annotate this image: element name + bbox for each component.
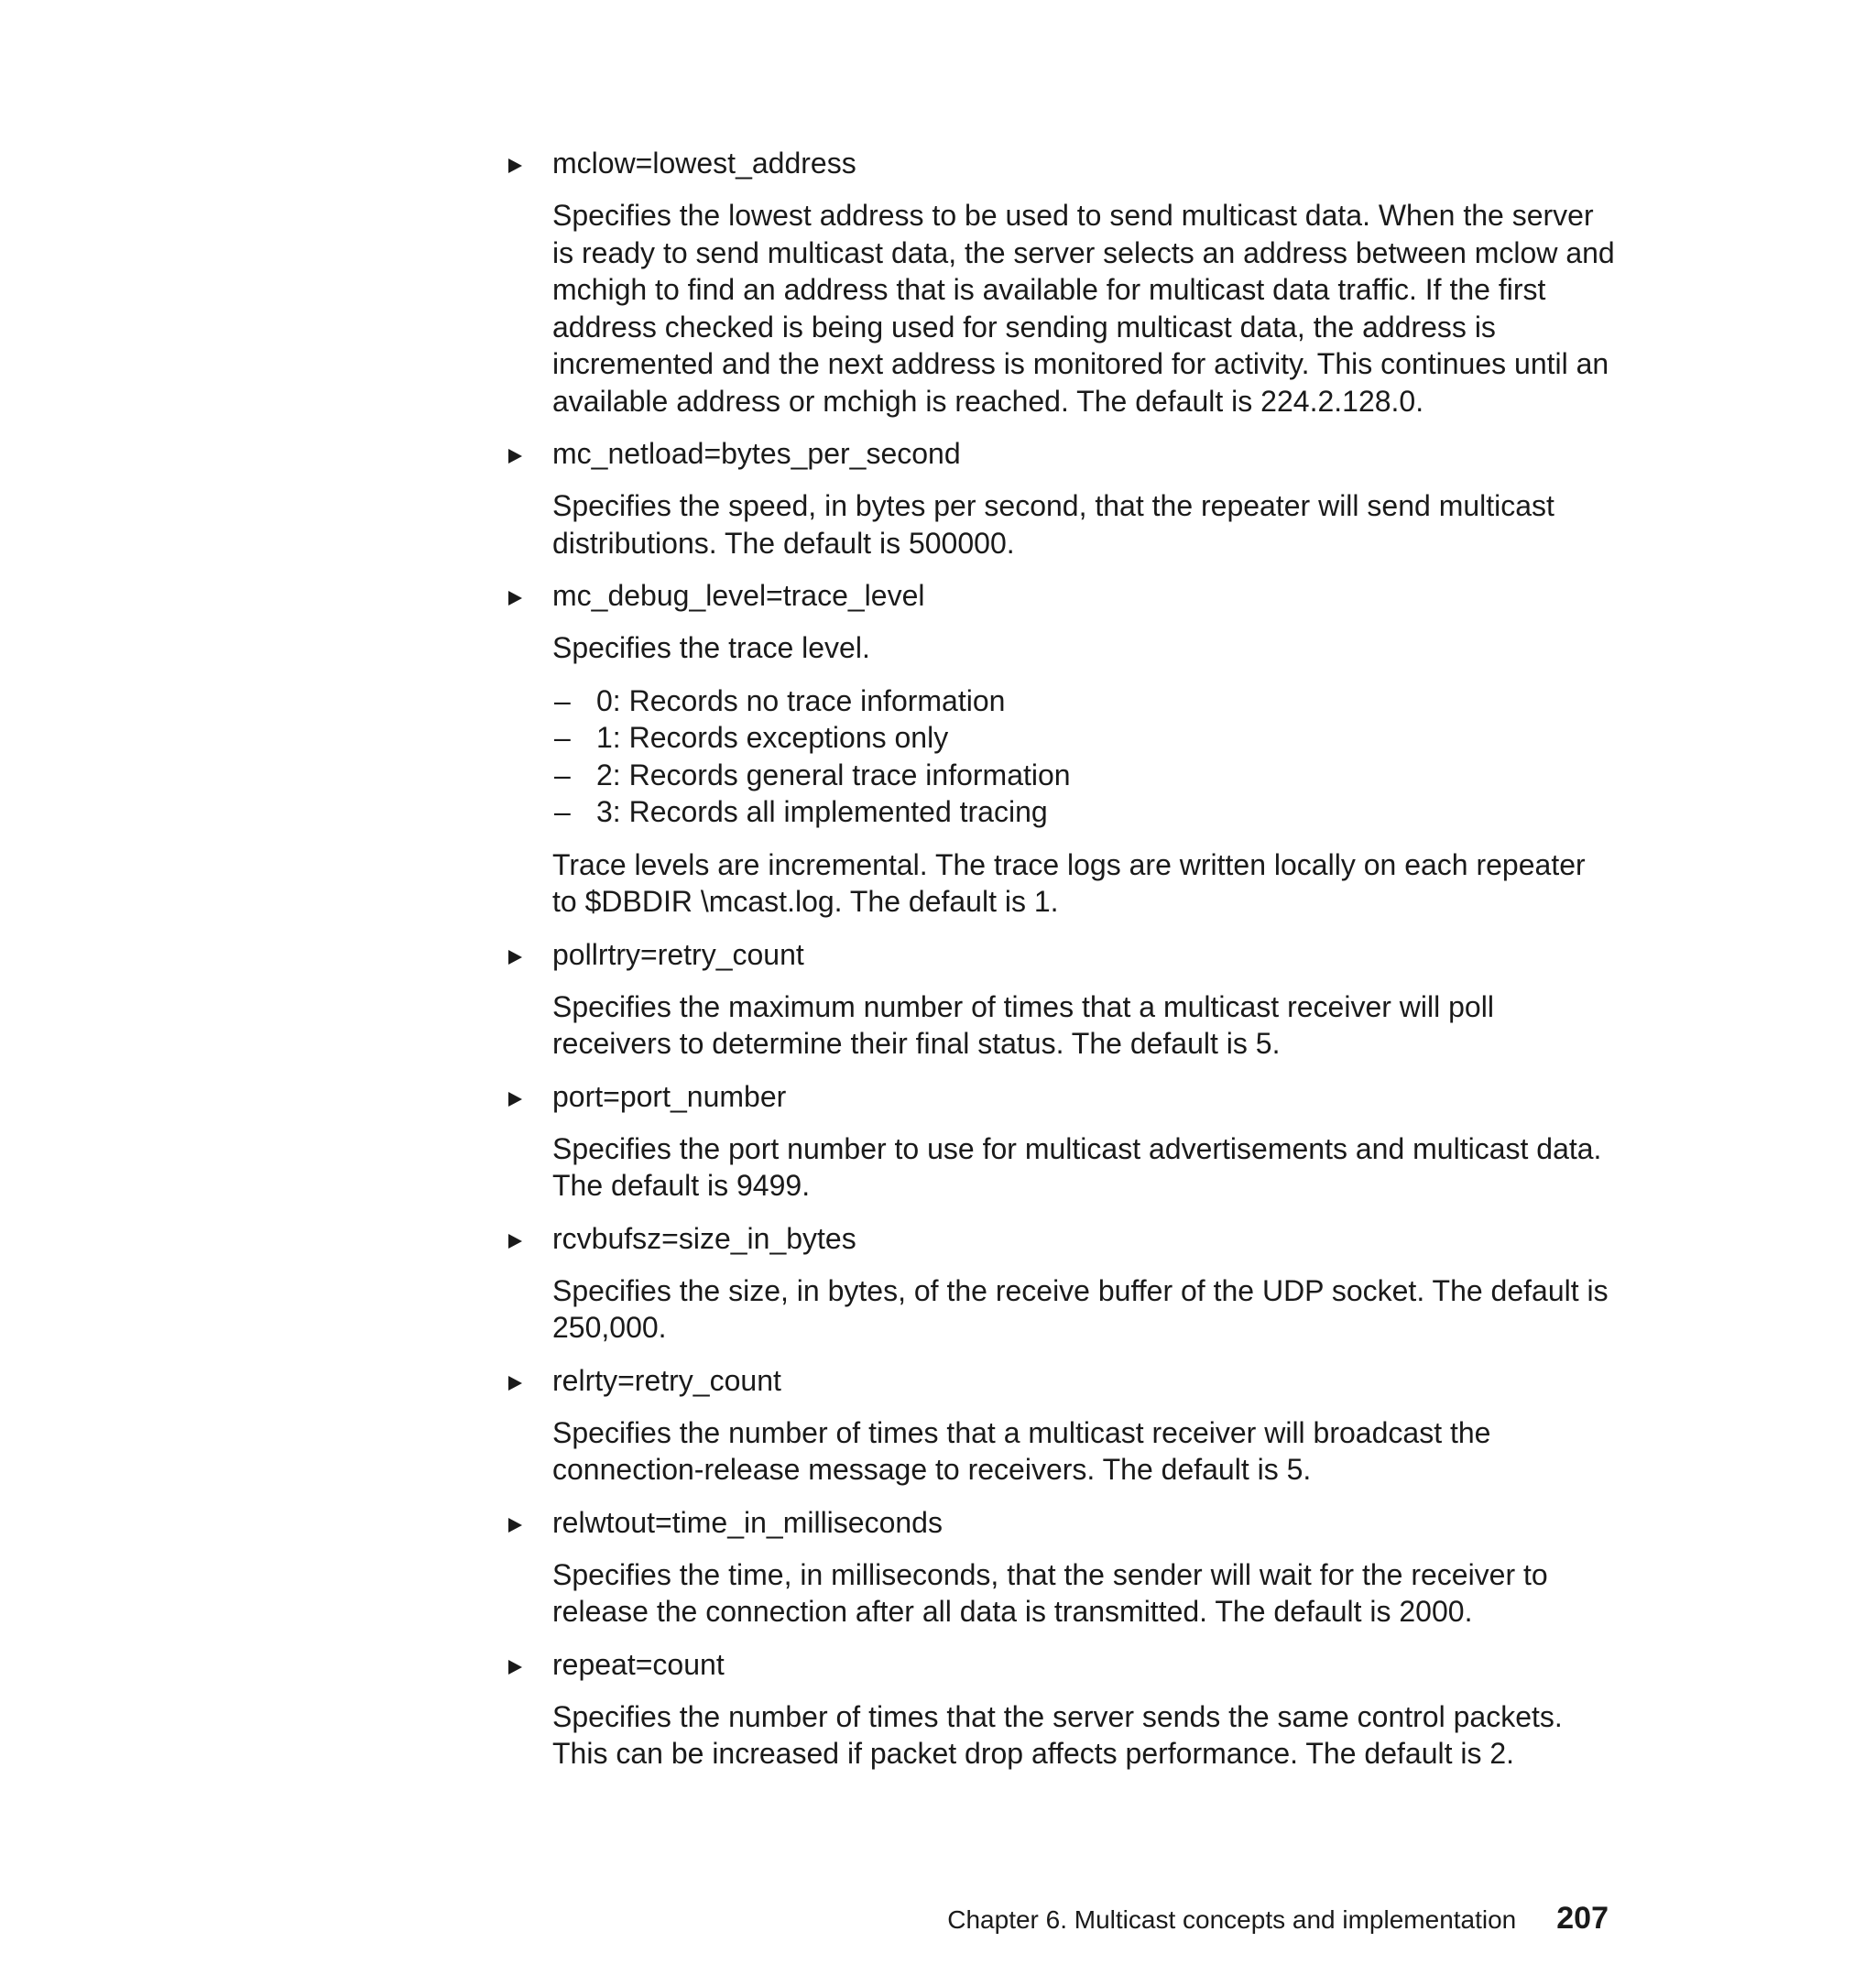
parameter-name: mc_netload=bytes_per_second <box>552 437 961 470</box>
triangle-bullet-icon <box>508 950 522 965</box>
description-paragraph: Specifies the number of times that a multicast receiver will broadcast the connection-release message to receivers. The default is 5. <box>552 1415 1491 1486</box>
list-item <box>552 793 1617 831</box>
dash-marker: – <box>554 683 571 717</box>
parameter-name: relrty=retry_count <box>552 1363 781 1397</box>
dash-marker: – <box>554 758 571 791</box>
list-item-text: 2: Records general trace information <box>596 758 1071 791</box>
triangle-bullet-icon <box>508 1376 522 1391</box>
entry-mclow <box>508 145 1617 420</box>
entry-pollrtry <box>508 936 1617 1063</box>
triangle-bullet-icon <box>508 591 522 606</box>
list-item-text: 1: Records exceptions only <box>596 721 949 754</box>
page-footer <box>916 1898 1609 1938</box>
parameter-name: repeat=count <box>552 1647 725 1681</box>
triangle-bullet-icon <box>508 1660 522 1675</box>
list-item <box>552 757 1617 794</box>
triangle-bullet-icon <box>508 158 522 173</box>
description-paragraph: Specifies the port number to use for multicast advertisements and multicast data. The default is 9499. <box>552 1131 1602 1202</box>
triangle-bullet-icon <box>508 449 522 464</box>
description-paragraph: Specifies the speed, in bytes per second, that the repeater will send multicast distributions. The default is 500000. <box>552 489 1554 560</box>
description-paragraph: Specifies the lowest address to be used to send multicast data. When the server is ready to send multicast data, the server selects an address between mclow and mchigh to find an address that is available for multicast data traffic. If the first address checked is being used for sending multicast data, the address is incremented and the next address is monitored for activity. This continues until an available address or mchigh is reached. The default is 224.2.128.0. <box>552 199 1615 418</box>
description-paragraph: Specifies the size, in bytes, of the receive buffer of the UDP socket. The default is 250,000. <box>552 1273 1609 1344</box>
page-number: 207 <box>1556 1901 1609 1936</box>
description-paragraph: Specifies the number of times that the server sends the same control packets. This can be increased if packet drop affects performance. The default is 2. <box>552 1699 1563 1770</box>
trace-level-list <box>552 682 1617 831</box>
list-item <box>552 682 1617 720</box>
dash-marker: – <box>554 721 571 754</box>
description-paragraph: Specifies the maximum number of times that a multicast receiver will poll receivers to determine their final status. The default is 5. <box>552 989 1494 1060</box>
parameter-name: relwtout=time_in_milliseconds <box>552 1505 943 1539</box>
parameter-name: mc_debug_level=trace_level <box>552 579 925 612</box>
parameter-name: mclow=lowest_address <box>552 147 856 180</box>
entry-rcvbufsz <box>508 1220 1617 1347</box>
parameter-name: port=port_number <box>552 1079 787 1113</box>
list-item <box>552 719 1617 757</box>
description-paragraph: Trace levels are incremental. The trace logs are written locally on each repeater to $DBDIR \mcast.log. The default is 1. <box>552 847 1586 918</box>
entry-mc-debug-level <box>508 577 1617 921</box>
entry-repeat <box>508 1646 1617 1773</box>
entry-port <box>508 1078 1617 1205</box>
chapter-title: Chapter 6. Multicast concepts and implementation <box>947 1905 1517 1934</box>
entry-mc-netload <box>508 435 1617 562</box>
parameter-list <box>508 145 1617 1788</box>
triangle-bullet-icon <box>508 1234 522 1249</box>
description-paragraph: Specifies the trace level. <box>552 631 870 664</box>
entry-relrty <box>508 1362 1617 1489</box>
parameter-name: rcvbufsz=size_in_bytes <box>552 1221 856 1255</box>
triangle-bullet-icon <box>508 1092 522 1107</box>
dash-marker: – <box>554 795 571 828</box>
list-item-text: 3: Records all implemented tracing <box>596 795 1048 828</box>
triangle-bullet-icon <box>508 1518 522 1533</box>
entry-relwtout <box>508 1504 1617 1631</box>
parameter-name: pollrtry=retry_count <box>552 937 804 971</box>
list-item-text: 0: Records no trace information <box>596 683 1006 717</box>
description-paragraph: Specifies the time, in milliseconds, that the sender will wait for the receiver to release the connection after all data is transmitted. The default is 2000. <box>552 1557 1548 1628</box>
